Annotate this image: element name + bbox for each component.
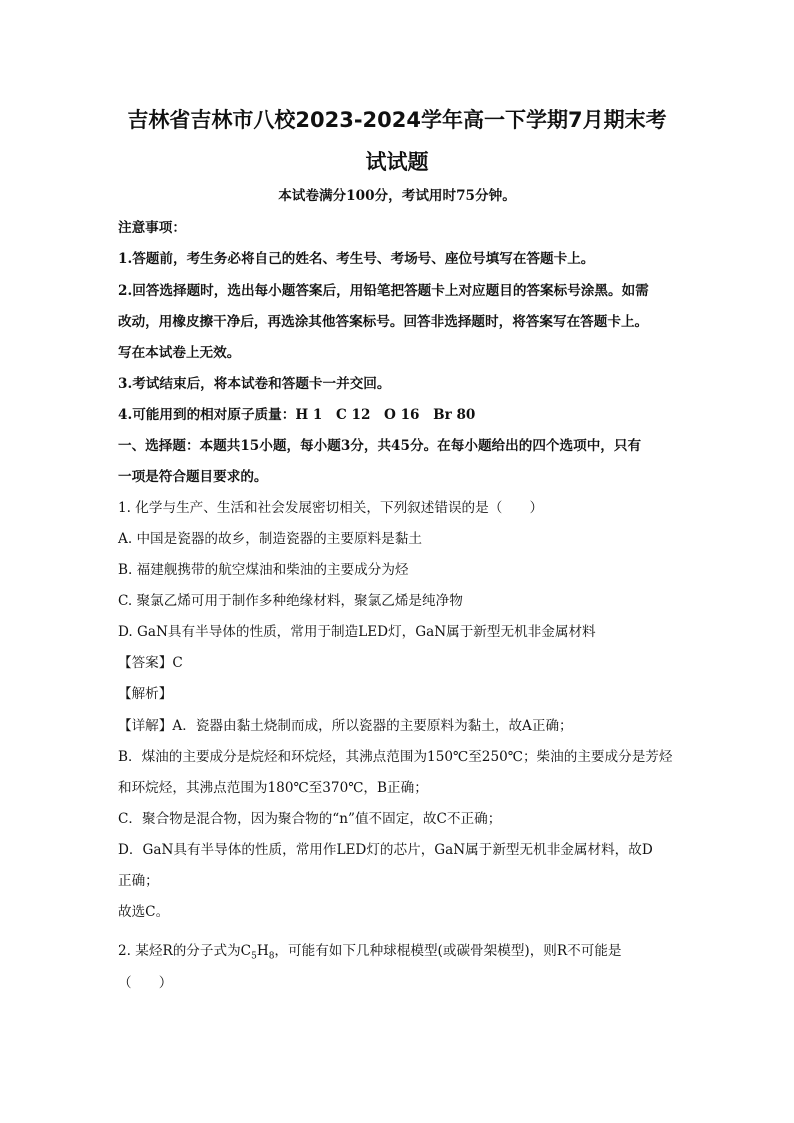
question-2-stem-start: 2. 某烃R的分子式为C	[118, 943, 252, 959]
question-1-detail-d-cont: 正确；	[118, 873, 159, 889]
notice-heading: 注意事项：	[118, 220, 186, 236]
question-1-stem: 1. 化学与生产、生活和社会发展密切相关，下列叙述错误的是（ ）	[118, 500, 544, 516]
question-1-detail-d: D．GaN具有半导体的性质，常用作LED灯的芯片，GaN属于新型无机非金属材料，故D	[118, 842, 653, 858]
exam-title-line-1: 吉林省吉林市八校2023-2024学年高一下学期7月期末考	[127, 108, 667, 132]
question-1-option-b: B. 福建舰携带的航空煤油和柴油的主要成分为烃	[118, 562, 409, 578]
question-2-stem-end: ，可能有如下几种球棍模型(或碳骨架模型)，则R不可能是	[274, 943, 622, 959]
question-1-detail-b-cont: 和环烷烃，其沸点范围为180℃至370℃，B正确；	[118, 780, 428, 796]
question-2-blank: （ ）	[118, 975, 173, 991]
question-1-analysis-heading: 【解析】	[118, 686, 173, 702]
formula-subscript-h: 8	[268, 951, 275, 962]
question-1-answer: 【答案】C	[118, 655, 183, 671]
notice-item-2-cont: 改动，用橡皮擦干净后，再选涂其他答案标号。回答非选择题时，将答案写在答题卡上。	[118, 314, 649, 330]
formula-subscript-c: 5	[251, 951, 257, 962]
notice-item-2: 2.回答选择题时，选出每小题答案后，用铅笔把答题卡上对应题目的答案标号涂黑。如需	[118, 283, 649, 299]
notice-item-2-end: 写在本试卷上无效。	[118, 345, 241, 361]
question-1-detail-b: B．煤油的主要成分是烷烃和环烷烃，其沸点范围为150℃至250℃；柴油的主要成分是芳烃	[118, 749, 673, 765]
exam-title-line-2: 试试题	[365, 150, 429, 174]
notice-item-3: 3.考试结束后，将本试卷和答题卡一并交回。	[118, 376, 391, 392]
question-1-option-c: C. 聚氯乙烯可用于制作多种绝缘材料，聚氯乙烯是纯净物	[118, 593, 463, 609]
question-1-detail-c: C．聚合物是混合物，因为聚合物的“n”值不固定，故C不正确；	[118, 811, 502, 827]
notice-item-4: 4.可能用到的相对原子质量：H 1 C 12 O 16 Br 80	[118, 407, 476, 423]
section-heading-cont: 一项是符合题目要求的。	[118, 469, 268, 485]
question-1-detail-a: 【详解】A．瓷器由黏土烧制而成，所以瓷器的主要原料为黏土，故A正确；	[118, 718, 573, 734]
exam-info: 本试卷满分100分，考试用时75分钟。	[278, 188, 516, 204]
formula-h: H	[256, 943, 269, 959]
question-1-option-d: D. GaN具有半导体的性质，常用于制造LED灯，GaN属于新型无机非金属材料	[118, 624, 596, 640]
section-heading: 一、选择题：本题共15小题，每小题3分，共45分。在每小题给出的四个选项中，只有	[118, 438, 642, 454]
question-1-conclusion: 故选C。	[118, 904, 170, 920]
notice-item-1: 1.答题前，考生务必将自己的姓名、考生号、考场号、座位号填写在答题卡上。	[118, 251, 595, 267]
question-2-stem	[118, 941, 688, 967]
question-1-option-a: A. 中国是瓷器的故乡，制造瓷器的主要原料是黏土	[118, 531, 422, 547]
